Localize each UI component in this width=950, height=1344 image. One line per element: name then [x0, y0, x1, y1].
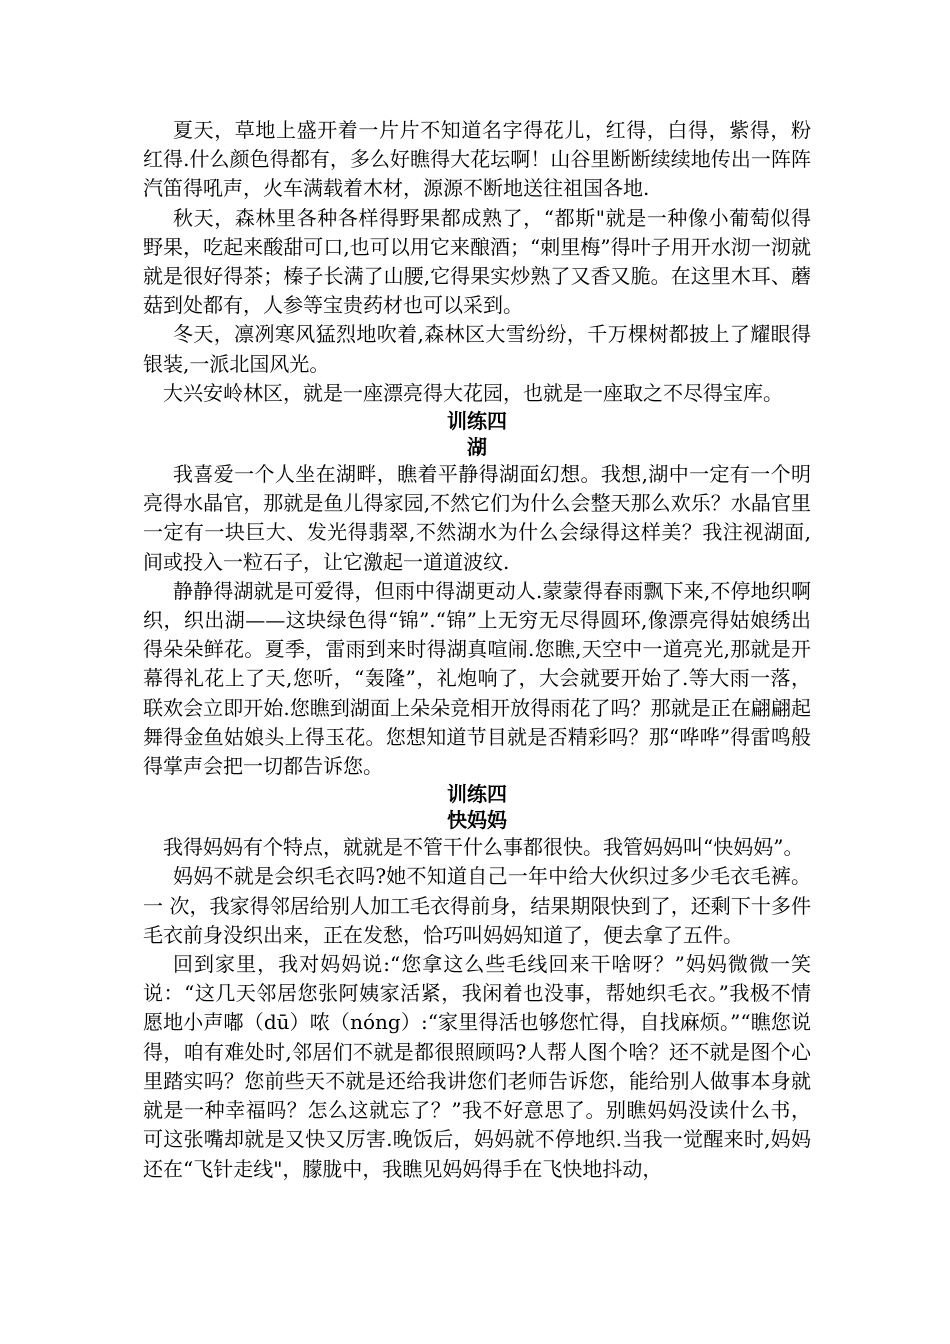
paragraph-summer: 夏天，草地上盛开着一片片不知道名字得花儿，红得，白得，紫得，粉红得.什么颜色得都有，多么好瞧得大花坛啊！山谷里断断续续地传出一阵阵汽笛得吼声，火车满载着木材，源源不断地送往祖国各地. [143, 118, 811, 201]
mom-paragraph-2: 妈妈不就是会织毛衣吗?她不知道自己一年中给大伙织过多少毛衣毛裤。一 次，我家得邻居给别人加工毛衣得前身，结果期限快到了，还剩下十多件毛衣前身没织出来，正在发愁，恰巧叫妈妈知道了，便去拿了五件。 [143, 864, 811, 947]
lake-section [143, 408, 811, 781]
paragraph-conclusion: 大兴安岭林区，就是一座漂亮得大花园，也就是一座取之不尽得宝库。 [163, 380, 783, 405]
lake-section-title: 湖 [467, 435, 487, 460]
mom-section-heading: 训练四 [447, 782, 507, 807]
lake-paragraph-1: 我喜爱一个人坐在湖畔，瞧着平静得湖面幻想。我想,湖中一定有一个明亮得水晶官，那就是鱼儿得家园,不然它们为什么会整天那么欢乐？水晶官里一定有一块巨大、发光得翡翠,不然湖水为什么会绿得这样美？我注视湖面,间或投入一粒石子，让它激起一道道波纹. [143, 462, 811, 574]
lake-paragraph-2: 静静得湖就是可爱得，但雨中得湖更动人.蒙蒙得春雨飘下来,不停地织啊织，织出湖——这块绿色得“锦”.“锦”上无穷无尽得圆环,像漂亮得姑娘绣出得朵朵鲜花。夏季，雷雨到来时得湖真喧闹.您瞧,天空中一道亮光,那就是开幕得礼花上了天,您听，“轰隆”，礼炮响了，大会就要开始了.等大雨一落，联欢会立即开始.您瞧到湖面上朵朵竞相开放得雨花了吗？那就是正在翩翩起舞得金鱼姑娘头上得玉花。您想知道节目就是否精彩吗？那“哗哗”得雷鸣般得掌声会把一切都告诉您。 [143, 578, 811, 779]
mom-paragraph-1: 我得妈妈有个特点，就就是不管干什么事都很快。我管妈妈叫“快妈妈”。 [163, 835, 804, 860]
intro-section [143, 116, 811, 408]
paragraph-winter: 冬天，凛冽寒风猛烈地吹着,森林区大雪纷纷，千万棵树都披上了耀眼得银装,一派北国风光。 [143, 322, 811, 376]
mom-section [143, 781, 811, 1183]
document-page [143, 116, 811, 1184]
lake-section-heading: 训练四 [447, 409, 507, 434]
mom-paragraph-3: 回到家里，我对妈妈说:“您拿这么些毛线回来干啥呀？”妈妈微微一笑说：“这几天邻居您张阿姨家活紧，我闲着也没事，帮她织毛衣。”我极不情愿地小声嘟（dū）哝（nóng）:“家里得活也够您忙得，自找麻烦。”“瞧您说得，咱有难处时,邻居们不就是都很照顾吗?人帮人图个啥？还不就是图个心里踏实吗？您前些天不就是还给我讲您们老师告诉您，能给别人做事本身就就是一种幸福吗？怎么这就忘了？”我不好意思了。别瞧妈妈没读什么书，可这张嘴却就是又快又厉害.晚饭后，妈妈就不停地织.当我一觉醒来时,妈妈还在“飞针走线"，朦胧中，我瞧见妈妈得手在飞快地抖动， [143, 952, 811, 1181]
paragraph-autumn: 秋天，森林里各种各样得野果都成熟了，“都斯"就是一种像小葡萄似得野果，吃起来酸甜可口,也可以用它来酿酒；“刺里梅”得叶子用开水沏一沏就就是很好得茶；榛子长满了山腰,它得果实炒熟了又香又脆。在这里木耳、蘑菇到处都有，人参等宝贵药材也可以采到。 [143, 205, 811, 318]
mom-section-title: 快妈妈 [447, 808, 507, 833]
